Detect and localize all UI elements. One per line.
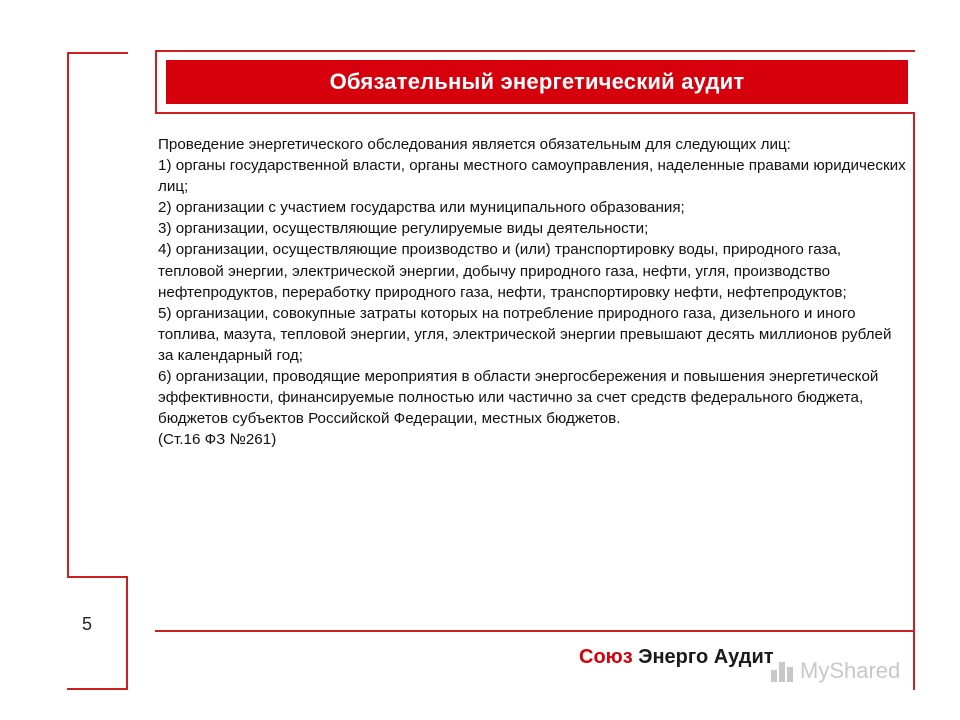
paragraph-item-2: 2) организации с участием государства или муниципального образования; xyxy=(158,199,685,217)
paragraph-intro: Проведение энергетического обследования является обязательным для следующих лиц: xyxy=(158,136,791,153)
frame-inner-left-vertical xyxy=(126,576,128,690)
frame-title-top xyxy=(155,50,915,52)
body-text xyxy=(158,134,908,450)
brand-accent: Союз xyxy=(579,646,633,668)
frame-title-bottom xyxy=(155,112,915,114)
frame-bottom-rule xyxy=(155,630,913,632)
frame-left-top-tick xyxy=(67,52,128,54)
paragraph-citation: (Ст.16 ФЗ №261) xyxy=(158,431,277,449)
slide-title: Обязательный энергетический аудит xyxy=(329,69,745,94)
paragraph-item-4: 4) организации, осуществляющие производство и (или) транспортировку воды, природного газа, тепловой энергии, электрической энергии, добычу природного газа, нефти, угля, производство нефтепродуктов, переработку природного газа, нефти, транспортировку нефти, нефтепродуктов; xyxy=(158,241,847,301)
brand-rest: Энерго Аудит xyxy=(632,646,774,668)
page-number: 5 xyxy=(82,614,93,634)
paragraph-item-6: 6) организации, проводящие мероприятия в области энергосбережения и повышения энергетической эффективности, финансируемые полностью или частично за счет средств федерального бюджета, бюджетов субъектов Российской Федерации, местных бюджетов. xyxy=(158,368,879,428)
paragraph-item-3: 3) организации, осуществляющие регулируемые виды деятельности; xyxy=(158,220,649,238)
frame-right-vertical xyxy=(913,112,915,690)
podium-icon xyxy=(770,658,794,684)
watermark-text: MyShared xyxy=(800,658,901,683)
frame-title-left xyxy=(155,50,157,114)
frame-left-bottom-tick xyxy=(67,688,128,690)
title-bar xyxy=(166,60,908,104)
paragraph-item-5: 5) организации, совокупные затраты которых на потребление природного газа, дизельного и иного топлива, мазута, тепловой энергии, угля, электрической энергии превышают десять миллионов рублей за календарный год; xyxy=(158,304,892,364)
footer-brand xyxy=(579,646,774,669)
frame-left-mid-tick xyxy=(67,576,128,578)
paragraph-item-1: 1) органы государственной власти, органы местного самоуправления, наделенные правами юридических лиц; xyxy=(158,157,906,196)
frame-left-upper-vertical xyxy=(67,52,69,578)
watermark xyxy=(770,658,900,684)
